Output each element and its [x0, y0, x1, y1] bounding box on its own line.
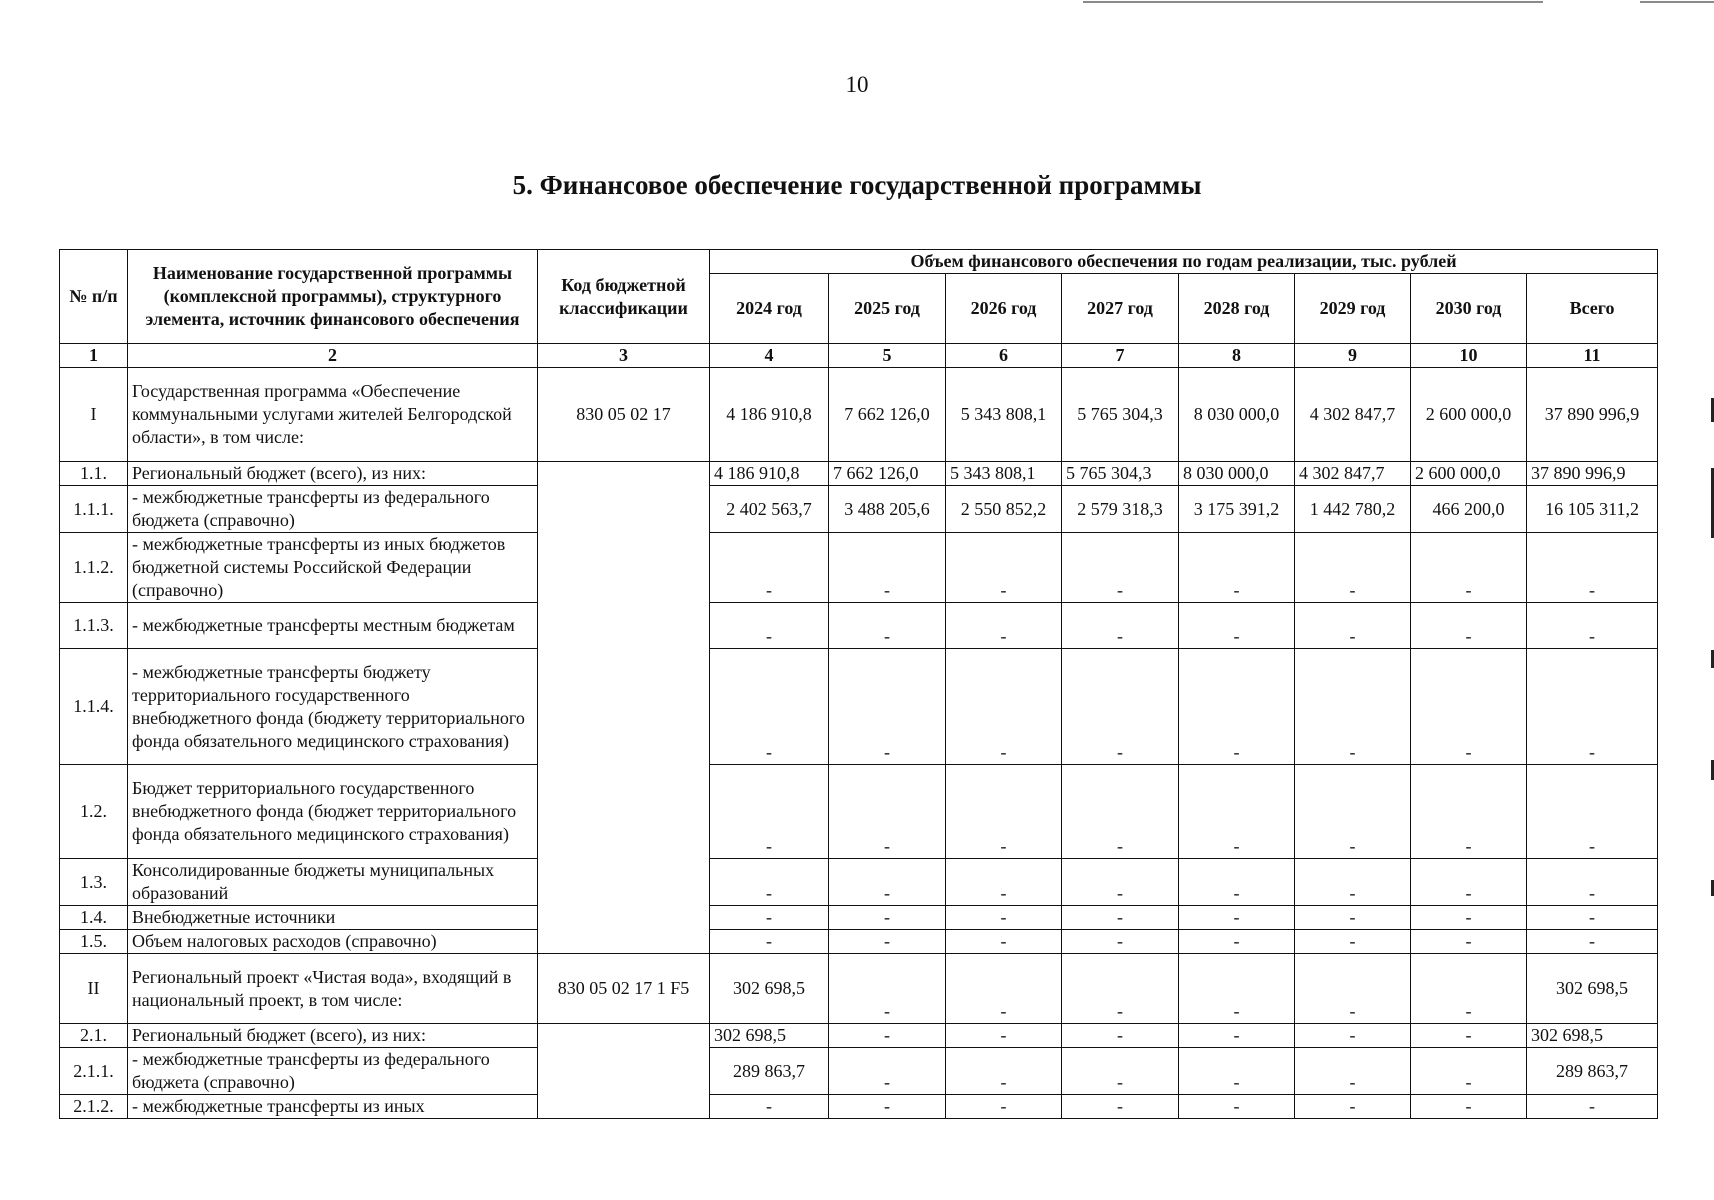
row-year-value: -	[1062, 1095, 1179, 1119]
row-name: - межбюджетные трансферты из иных бюджетов бюджетной системы Российской Федерации (справочно)	[128, 533, 538, 603]
row-year-value: 7 662 126,0	[829, 368, 946, 462]
row-year-value: -	[946, 649, 1062, 765]
row-year-value: -	[1411, 765, 1527, 859]
page-title: 5. Финансовое обеспечение государственной программы	[512, 170, 1202, 200]
row-number: 2.1.	[60, 1024, 128, 1048]
header-total: Всего	[1527, 274, 1658, 344]
row-total-value: -	[1527, 1095, 1658, 1119]
row-year-value: -	[1295, 765, 1411, 859]
row-year-value: -	[710, 765, 829, 859]
table-body	[60, 368, 1658, 1119]
row-year-value: -	[829, 533, 946, 603]
header-name: Наименование государственной программы (комплексной программы), структурного элемента, источник финансового обеспечения	[128, 250, 538, 344]
row-year-value: -	[1411, 859, 1527, 906]
table-row	[60, 859, 1658, 906]
row-name: Региональный бюджет (всего), из них:	[128, 1024, 538, 1048]
row-year-value: -	[710, 533, 829, 603]
page-number: 10	[845, 72, 869, 97]
row-year-value: -	[1295, 533, 1411, 603]
row-name: Бюджет территориального государственного внебюджетного фонда (бюджет территориального фонда обязательного медицинского страхования)	[128, 765, 538, 859]
row-year-value: -	[829, 1095, 946, 1119]
column-number: 9	[1295, 344, 1411, 368]
column-number: 4	[710, 344, 829, 368]
row-number: II	[60, 954, 128, 1024]
row-year-value: 5 343 808,1	[946, 368, 1062, 462]
scan-top-line-right	[1640, 1, 1714, 3]
row-number: 1.5.	[60, 930, 128, 954]
column-number: 7	[1062, 344, 1179, 368]
row-total-value: -	[1527, 649, 1658, 765]
row-name: - межбюджетные трансферты из иных	[128, 1095, 538, 1119]
row-number: 1.1.3.	[60, 603, 128, 649]
row-name: Внебюджетные источники	[128, 906, 538, 930]
row-year-value: 4 302 847,7	[1295, 368, 1411, 462]
column-number: 2	[128, 344, 538, 368]
row-budget-code	[538, 1024, 710, 1119]
table-row	[60, 368, 1658, 462]
row-name: Консолидированные бюджеты муниципальных образований	[128, 859, 538, 906]
row-total-value: 16 105 311,2	[1527, 486, 1658, 533]
row-total-value: 37 890 996,9	[1527, 462, 1658, 486]
scan-top-line-left	[1083, 1, 1543, 3]
table-row	[60, 954, 1658, 1024]
table-row	[60, 1024, 1658, 1048]
row-year-value: -	[1295, 859, 1411, 906]
row-budget-code	[538, 462, 710, 954]
row-year-value: 2 550 852,2	[946, 486, 1062, 533]
row-number: 1.2.	[60, 765, 128, 859]
row-year-value: 4 186 910,8	[710, 368, 829, 462]
row-number: I	[60, 368, 128, 462]
row-year-value: -	[1295, 954, 1411, 1024]
row-year-value: -	[1411, 1048, 1527, 1095]
row-year-value: -	[1179, 1024, 1295, 1048]
row-year-value: -	[1411, 906, 1527, 930]
header-year-2028: 2028 год	[1179, 274, 1295, 344]
column-numbers-row	[60, 344, 1658, 368]
row-year-value: -	[946, 906, 1062, 930]
header-year-2025: 2025 год	[829, 274, 946, 344]
table-row	[60, 1095, 1658, 1119]
row-total-value: -	[1527, 765, 1658, 859]
row-year-value: 5 765 304,3	[1062, 368, 1179, 462]
row-name: - межбюджетные трансферты из федерального бюджета (справочно)	[128, 1048, 538, 1095]
row-year-value: 3 488 205,6	[829, 486, 946, 533]
row-year-value: -	[1179, 765, 1295, 859]
column-number: 1	[60, 344, 128, 368]
row-year-value: -	[1411, 954, 1527, 1024]
row-year-value: -	[1179, 649, 1295, 765]
row-year-value: -	[946, 859, 1062, 906]
row-year-value: 466 200,0	[1411, 486, 1527, 533]
row-year-value: 2 600 000,0	[1411, 368, 1527, 462]
row-year-value: 3 175 391,2	[1179, 486, 1295, 533]
row-total-value: -	[1527, 603, 1658, 649]
row-total-value: 302 698,5	[1527, 954, 1658, 1024]
row-year-value: -	[1179, 1095, 1295, 1119]
table-row	[60, 765, 1658, 859]
row-number: 1.3.	[60, 859, 128, 906]
column-number: 11	[1527, 344, 1658, 368]
row-year-value: 2 600 000,0	[1411, 462, 1527, 486]
row-year-value: -	[710, 906, 829, 930]
row-number: 1.1.4.	[60, 649, 128, 765]
column-number: 8	[1179, 344, 1295, 368]
row-year-value: -	[1411, 1095, 1527, 1119]
row-year-value: -	[1062, 859, 1179, 906]
row-year-value: -	[829, 765, 946, 859]
row-year-value: -	[1062, 603, 1179, 649]
row-year-value: -	[946, 765, 1062, 859]
row-year-value: 8 030 000,0	[1179, 368, 1295, 462]
header-year-2030: 2030 год	[1411, 274, 1527, 344]
row-year-value: -	[829, 649, 946, 765]
row-total-value: 37 890 996,9	[1527, 368, 1658, 462]
row-year-value: -	[1411, 603, 1527, 649]
row-year-value: -	[946, 954, 1062, 1024]
row-year-value: -	[1411, 533, 1527, 603]
column-number: 5	[829, 344, 946, 368]
row-budget-code: 830 05 02 17	[538, 368, 710, 462]
row-year-value: -	[1295, 603, 1411, 649]
row-year-value: 7 662 126,0	[829, 462, 946, 486]
row-year-value: -	[1062, 1024, 1179, 1048]
row-budget-code: 830 05 02 17 1 F5	[538, 954, 710, 1024]
row-year-value: -	[829, 954, 946, 1024]
row-number: 1.1.2.	[60, 533, 128, 603]
row-year-value: -	[829, 603, 946, 649]
row-year-value: -	[946, 1024, 1062, 1048]
row-name: - межбюджетные трансферты из федерального бюджета (справочно)	[128, 486, 538, 533]
row-year-value: 5 765 304,3	[1062, 462, 1179, 486]
row-number: 1.1.1.	[60, 486, 128, 533]
row-year-value: -	[946, 1048, 1062, 1095]
header-code: Код бюджетной классификации	[538, 250, 710, 344]
row-year-value: -	[1295, 1048, 1411, 1095]
row-year-value: 289 863,7	[710, 1048, 829, 1095]
row-year-value: -	[1179, 603, 1295, 649]
row-year-value: -	[1179, 859, 1295, 906]
row-name: Региональный проект «Чистая вода», входящий в национальный проект, в том числе:	[128, 954, 538, 1024]
table-row	[60, 906, 1658, 930]
row-year-value: -	[1179, 930, 1295, 954]
row-number: 2.1.2.	[60, 1095, 128, 1119]
row-year-value: -	[829, 1024, 946, 1048]
row-year-value: -	[1295, 1024, 1411, 1048]
row-year-value: -	[1411, 930, 1527, 954]
row-year-value: -	[1295, 930, 1411, 954]
row-name: Объем налоговых расходов (справочно)	[128, 930, 538, 954]
column-number: 3	[538, 344, 710, 368]
row-year-value: -	[829, 859, 946, 906]
row-year-value: -	[1062, 954, 1179, 1024]
row-number: 1.4.	[60, 906, 128, 930]
row-year-value: 5 343 808,1	[946, 462, 1062, 486]
row-year-value: -	[710, 603, 829, 649]
row-year-value: -	[710, 930, 829, 954]
row-year-value: -	[1411, 1024, 1527, 1048]
row-year-value: -	[1062, 930, 1179, 954]
row-year-value: -	[829, 1048, 946, 1095]
row-year-value: -	[710, 1095, 829, 1119]
header-year-2029: 2029 год	[1295, 274, 1411, 344]
row-year-value: -	[1062, 906, 1179, 930]
table-row	[60, 603, 1658, 649]
row-total-value: 302 698,5	[1527, 1024, 1658, 1048]
table-row	[60, 930, 1658, 954]
row-total-value: 289 863,7	[1527, 1048, 1658, 1095]
row-year-value: -	[1295, 649, 1411, 765]
row-year-value: -	[946, 533, 1062, 603]
row-year-value: -	[1062, 649, 1179, 765]
header-year-2026: 2026 год	[946, 274, 1062, 344]
row-total-value: -	[1527, 533, 1658, 603]
row-year-value: 1 442 780,2	[1295, 486, 1411, 533]
row-year-value: -	[1062, 1048, 1179, 1095]
row-year-value: -	[1179, 906, 1295, 930]
table-header	[60, 250, 1658, 368]
row-total-value: -	[1527, 906, 1658, 930]
row-year-value: -	[710, 859, 829, 906]
row-year-value: -	[1179, 1048, 1295, 1095]
row-number: 1.1.	[60, 462, 128, 486]
row-year-value: -	[1295, 1095, 1411, 1119]
row-year-value: -	[1062, 765, 1179, 859]
row-year-value: -	[1411, 649, 1527, 765]
table-row	[60, 533, 1658, 603]
row-total-value: -	[1527, 859, 1658, 906]
row-year-value: -	[946, 930, 1062, 954]
row-year-value: 2 579 318,3	[1062, 486, 1179, 533]
table-row	[60, 462, 1658, 486]
table-row	[60, 486, 1658, 533]
row-year-value: 302 698,5	[710, 1024, 829, 1048]
row-year-value: -	[1179, 954, 1295, 1024]
row-year-value: 8 030 000,0	[1179, 462, 1295, 486]
row-number: 2.1.1.	[60, 1048, 128, 1095]
row-total-value: -	[1527, 930, 1658, 954]
row-year-value: -	[1062, 533, 1179, 603]
row-year-value: 4 186 910,8	[710, 462, 829, 486]
header-year-2027: 2027 год	[1062, 274, 1179, 344]
row-year-value: -	[1179, 533, 1295, 603]
row-year-value: 4 302 847,7	[1295, 462, 1411, 486]
row-year-value: 302 698,5	[710, 954, 829, 1024]
table-row	[60, 649, 1658, 765]
row-year-value: -	[829, 930, 946, 954]
row-year-value: -	[1295, 906, 1411, 930]
header-financing-group: Объем финансового обеспечения по годам реализации, тыс. рублей	[710, 250, 1658, 274]
row-year-value: -	[946, 603, 1062, 649]
row-name: - межбюджетные трансферты местным бюджетам	[128, 603, 538, 649]
header-num: № п/п	[60, 250, 128, 344]
column-number: 6	[946, 344, 1062, 368]
financing-table	[59, 249, 1658, 1119]
row-name: Государственная программа «Обеспечение коммунальными услугами жителей Белгородской области», в том числе:	[128, 368, 538, 462]
header-year-2024: 2024 год	[710, 274, 829, 344]
table-row	[60, 1048, 1658, 1095]
column-number: 10	[1411, 344, 1527, 368]
row-name: Региональный бюджет (всего), из них:	[128, 462, 538, 486]
row-year-value: -	[829, 906, 946, 930]
row-name: - межбюджетные трансферты бюджету территориального государственного внебюджетного фонда (бюджету территориального фонда обязательного медицинского страхования)	[128, 649, 538, 765]
row-year-value: -	[946, 1095, 1062, 1119]
row-year-value: -	[710, 649, 829, 765]
row-year-value: 2 402 563,7	[710, 486, 829, 533]
